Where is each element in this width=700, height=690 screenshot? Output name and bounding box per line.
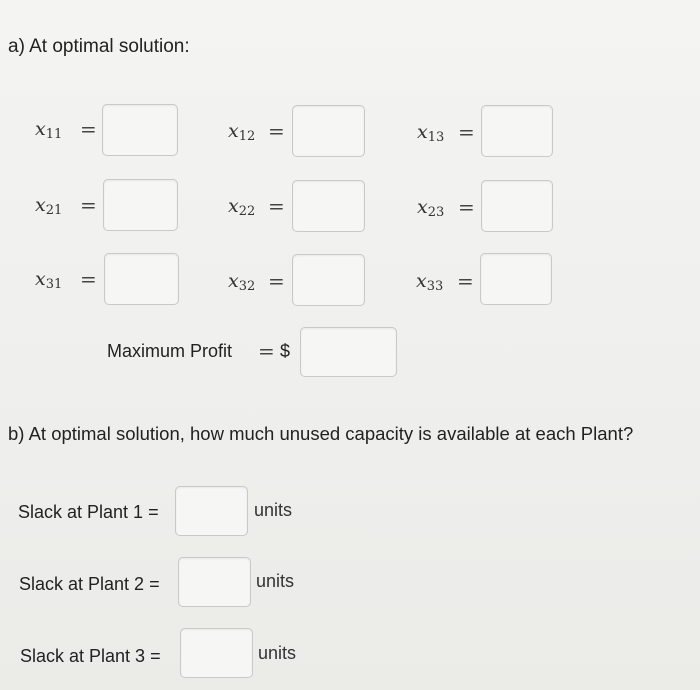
- slack-plant-1-units: units: [254, 500, 293, 520]
- x11-input[interactable]: [102, 104, 178, 156]
- var-x22: $x_{22}$: [228, 195, 256, 219]
- var-x11: $x_{11}$: [35, 118, 63, 142]
- var-x33: $x_{33}$: [416, 270, 444, 294]
- equals-sign: =: [80, 267, 97, 291]
- x33-input[interactable]: [480, 253, 552, 305]
- x12-input[interactable]: [292, 105, 365, 157]
- equals-sign: =: [457, 269, 474, 293]
- slack-plant-2-input[interactable]: [178, 557, 251, 607]
- slack-plant-1-label: Slack at Plant 1 =: [18, 502, 159, 522]
- x22-input[interactable]: [292, 180, 365, 232]
- equals-sign: =: [458, 120, 475, 144]
- x21-input[interactable]: [103, 179, 178, 231]
- x32-input[interactable]: [292, 254, 365, 306]
- slack-plant-3-label: Slack at Plant 3 =: [20, 646, 161, 666]
- equals-sign: =: [80, 117, 97, 141]
- var-x13: $x_{13}$: [417, 121, 445, 145]
- x23-input[interactable]: [481, 180, 553, 232]
- slack-plant-3-units: units: [258, 643, 297, 663]
- var-x32: $x_{32}$: [228, 270, 256, 294]
- equals-sign: =: [268, 194, 285, 218]
- x31-input[interactable]: [104, 253, 179, 305]
- slack-plant-2-label: Slack at Plant 2 =: [19, 574, 160, 594]
- maximum-profit-label: Maximum Profit: [107, 341, 233, 361]
- var-x31: $x_{31}$: [35, 268, 63, 292]
- slack-plant-2-units: units: [256, 571, 295, 591]
- var-x23: $x_{23}$: [417, 196, 445, 220]
- equals-sign: =: [268, 269, 285, 293]
- var-x21: $x_{21}$: [35, 194, 63, 218]
- equals-sign: =: [80, 193, 97, 217]
- slack-plant-3-input[interactable]: [180, 628, 253, 678]
- slack-plant-1-input[interactable]: [175, 486, 248, 536]
- part-b-question: b) At optimal solution, how much unused capacity is available at each Plant?: [8, 423, 634, 444]
- equals-sign: =: [458, 195, 475, 219]
- equals-sign: =: [258, 339, 275, 363]
- maximum-profit-input[interactable]: [300, 327, 397, 377]
- currency-symbol: $: [280, 341, 291, 361]
- x13-input[interactable]: [481, 105, 553, 157]
- var-x12: $x_{12}$: [228, 120, 256, 144]
- equals-sign: =: [268, 119, 285, 143]
- part-a-heading: a) At optimal solution:: [8, 36, 190, 57]
